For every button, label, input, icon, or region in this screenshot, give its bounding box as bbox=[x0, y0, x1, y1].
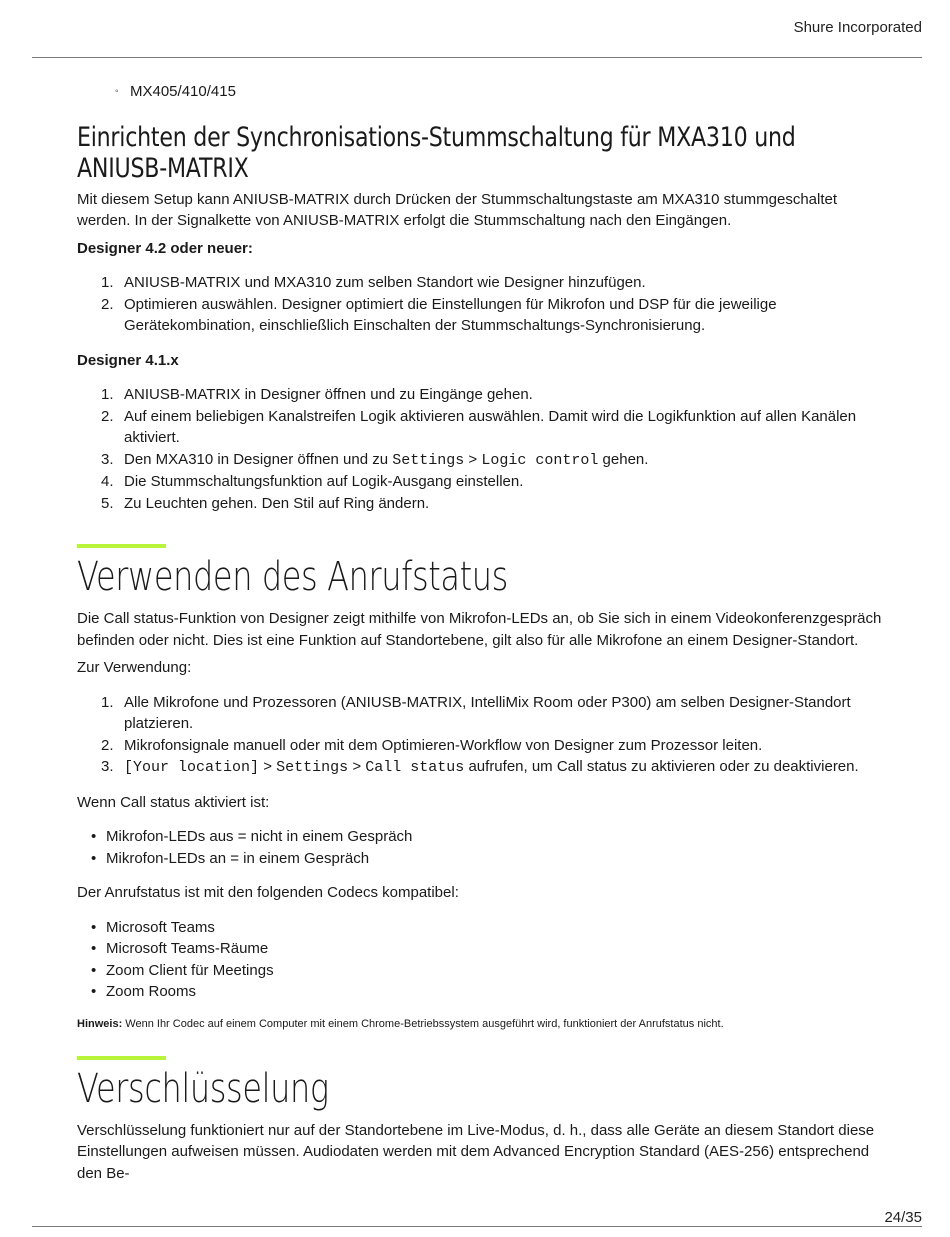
list-item-text: Zoom Client für Meetings bbox=[106, 961, 274, 979]
path-separator: > bbox=[464, 450, 482, 468]
sync-mute-intro: Mit diesem Setup kann ANIUSB-MATRIX durch Drücken der Stummschaltungstaste am MXA310 stummgeschaltet werden. In der Signalkette von ANIUSB-MATRIX erfolgt die Stummschaltung nach den Eingängen. bbox=[77, 190, 838, 229]
list-item: 2. Optimieren auswählen. Designer optimiert die Einstellungen für Mikrofon und DSP für die jeweilige Gerätekombination, einschließlich Einschalten der Stummschaltungs-Synchronisierung. bbox=[101, 295, 777, 334]
ui-path-settings: Settings bbox=[276, 759, 349, 776]
step-text: aufrufen, um Call status zu aktivieren oder zu deaktivieren. bbox=[464, 758, 859, 775]
header-rule bbox=[32, 57, 922, 58]
usage-label: Zur Verwendung: bbox=[77, 659, 192, 676]
list-item bbox=[77, 938, 882, 960]
section-accent-bar bbox=[77, 1056, 166, 1060]
list-item-text: Mikrofon-LEDs aus = nicht in einem Gespräch bbox=[106, 828, 413, 845]
codecs-list bbox=[77, 917, 882, 1003]
step-text: Optimieren auswählen. Designer optimiert die Einstellungen für Mikrofon und DSP für die jeweilige Gerätekombination, einschließlich Einschalten der Stummschaltungs-Synchronisierung. bbox=[124, 295, 777, 334]
list-item bbox=[77, 826, 882, 848]
list-item: 1. Alle Mikrofone und Prozessoren (ANIUSB-MATRIX, IntelliMix Room oder P300) am selben Designer-Standort platzieren. bbox=[101, 693, 851, 732]
page-number: 24/35 bbox=[884, 1209, 922, 1226]
step-text: Mikrofonsignale manuell oder mit dem Optimieren-Workflow von Designer zum Prozessor leiten. bbox=[124, 736, 763, 754]
note-label: Hinweis: bbox=[77, 1017, 123, 1030]
list-item: 3. Den MXA310 in Designer öffnen und zu Settings > Logic control gehen. bbox=[101, 450, 649, 469]
circle-bullet-icon: ◦ bbox=[115, 86, 119, 97]
bullet-icon: • bbox=[91, 961, 97, 979]
footer-rule bbox=[32, 1226, 922, 1227]
call-status-steps bbox=[77, 692, 882, 779]
list-item bbox=[77, 848, 882, 870]
path-separator: > bbox=[259, 758, 277, 775]
step-text: ANIUSB-MATRIX in Designer öffnen und zu Eingänge gehen. bbox=[124, 386, 533, 403]
call-status-intro: Die Call status-Funktion von Designer zeigt mithilfe von Mikrofon-LEDs an, ob Sie sich in einem Videokonferenzgespräch befinden oder nicht. Dies ist eine Funktion auf Standortebene, gilt also für alle Mikrofone an einem Designer-Standort. bbox=[77, 610, 882, 649]
list-item bbox=[77, 917, 882, 939]
ui-path-call-status: Call status bbox=[365, 759, 465, 776]
list-item: 5. Zu Leuchten gehen. Den Stil auf Ring ändern. bbox=[101, 494, 430, 512]
section-accent-bar bbox=[77, 544, 166, 548]
bullet-icon: • bbox=[91, 828, 97, 845]
list-item: 2. Mikrofonsignale manuell oder mit dem Optimieren-Workflow von Designer zum Prozessor leiten. bbox=[101, 736, 763, 754]
list-item bbox=[77, 981, 882, 1003]
step-text: Den MXA310 in Designer öffnen und zu bbox=[124, 450, 393, 468]
list-item-text: Microsoft Teams-Räume bbox=[106, 940, 269, 957]
list-item-text: Microsoft Teams bbox=[106, 918, 215, 936]
call-status-heading: Verwenden des Anrufstatus bbox=[77, 554, 508, 600]
header-company: Shure Incorporated bbox=[793, 19, 922, 36]
note bbox=[77, 1016, 882, 1032]
list-item bbox=[77, 960, 882, 982]
note-text: Wenn Ihr Codec auf einem Computer mit einem Chrome-Betriebssystem ausgeführt wird, funktioniert der Anrufstatus nicht. bbox=[122, 1017, 724, 1030]
list-item-text: Zoom Rooms bbox=[106, 983, 197, 1000]
ui-path-your-location: [Your location] bbox=[124, 759, 260, 776]
step-text: Alle Mikrofone und Prozessoren (ANIUSB-MATRIX, IntelliMix Room oder P300) am selben Designer-Standort platzieren. bbox=[124, 693, 851, 732]
bullet-icon: • bbox=[91, 983, 97, 1000]
ui-path-logic-control: Logic control bbox=[481, 451, 599, 469]
codecs-label: Der Anrufstatus ist mit den folgenden Codecs kompatibel: bbox=[77, 884, 459, 901]
page-content bbox=[77, 81, 882, 1184]
list-item: 4. Die Stummschaltungsfunktion auf Logik-Ausgang einstellen. bbox=[101, 473, 524, 490]
step-text: Zu Leuchten gehen. Den Stil auf Ring ändern. bbox=[124, 494, 430, 512]
step-text: ANIUSB-MATRIX und MXA310 zum selben Standort wie Designer hinzufügen. bbox=[124, 274, 646, 291]
step-text: Die Stummschaltungsfunktion auf Logik-Ausgang einstellen. bbox=[124, 473, 524, 490]
designer-42-steps bbox=[77, 272, 882, 337]
step-text: Auf einem beliebigen Kanalstreifen Logik aktivieren auswählen. Damit wird die Logikfunktion auf allen Kanälen aktiviert. bbox=[124, 407, 857, 446]
encryption-intro: Verschlüsselung funktioniert nur auf der Standortebene im Live-Modus, d. h., dass alle Geräte an diesem Standort diese Einstellungen aufweisen müssen. Audiodaten werden mit dem Advanced Encryption Standard (AES-256) entsprechend den Be- bbox=[77, 1121, 875, 1182]
step-text: gehen. bbox=[598, 450, 649, 468]
sync-mute-heading: Einrichten der Synchronisations-Stummschaltung für MXA310 und ANIUSB-MATRIX bbox=[77, 121, 796, 184]
bullet-icon: • bbox=[91, 849, 97, 867]
list-item: 1. ANIUSB-MATRIX in Designer öffnen und zu Eingänge gehen. bbox=[101, 386, 533, 403]
list-item: 3. [Your location] > Settings > Call status aufrufen, um Call status zu aktivieren oder zu deaktivieren. bbox=[101, 758, 859, 776]
path-separator: > bbox=[348, 758, 366, 775]
list-item bbox=[77, 81, 882, 103]
designer-41-label: Designer 4.1.x bbox=[77, 351, 179, 369]
bullet-icon: • bbox=[91, 918, 97, 936]
list-item-text: Mikrofon-LEDs an = in einem Gespräch bbox=[106, 849, 370, 867]
list-item: 1. ANIUSB-MATRIX und MXA310 zum selben Standort wie Designer hinzufügen. bbox=[101, 274, 646, 291]
bullet-icon: • bbox=[91, 940, 97, 957]
encryption-heading: Verschlüsselung bbox=[77, 1065, 329, 1112]
designer-42-label: Designer 4.2 oder neuer: bbox=[77, 239, 253, 257]
list-item: 2. Auf einem beliebigen Kanalstreifen Logik aktivieren auswählen. Damit wird die Logikfunktion auf allen Kanälen aktiviert. bbox=[101, 407, 857, 446]
ui-path-settings: Settings bbox=[392, 451, 465, 469]
led-states-list bbox=[77, 826, 882, 869]
when-enabled-label: Wenn Call status aktiviert ist: bbox=[77, 793, 270, 811]
designer-41-steps bbox=[77, 384, 882, 514]
list-item-text: MX405/410/415 bbox=[130, 83, 236, 100]
